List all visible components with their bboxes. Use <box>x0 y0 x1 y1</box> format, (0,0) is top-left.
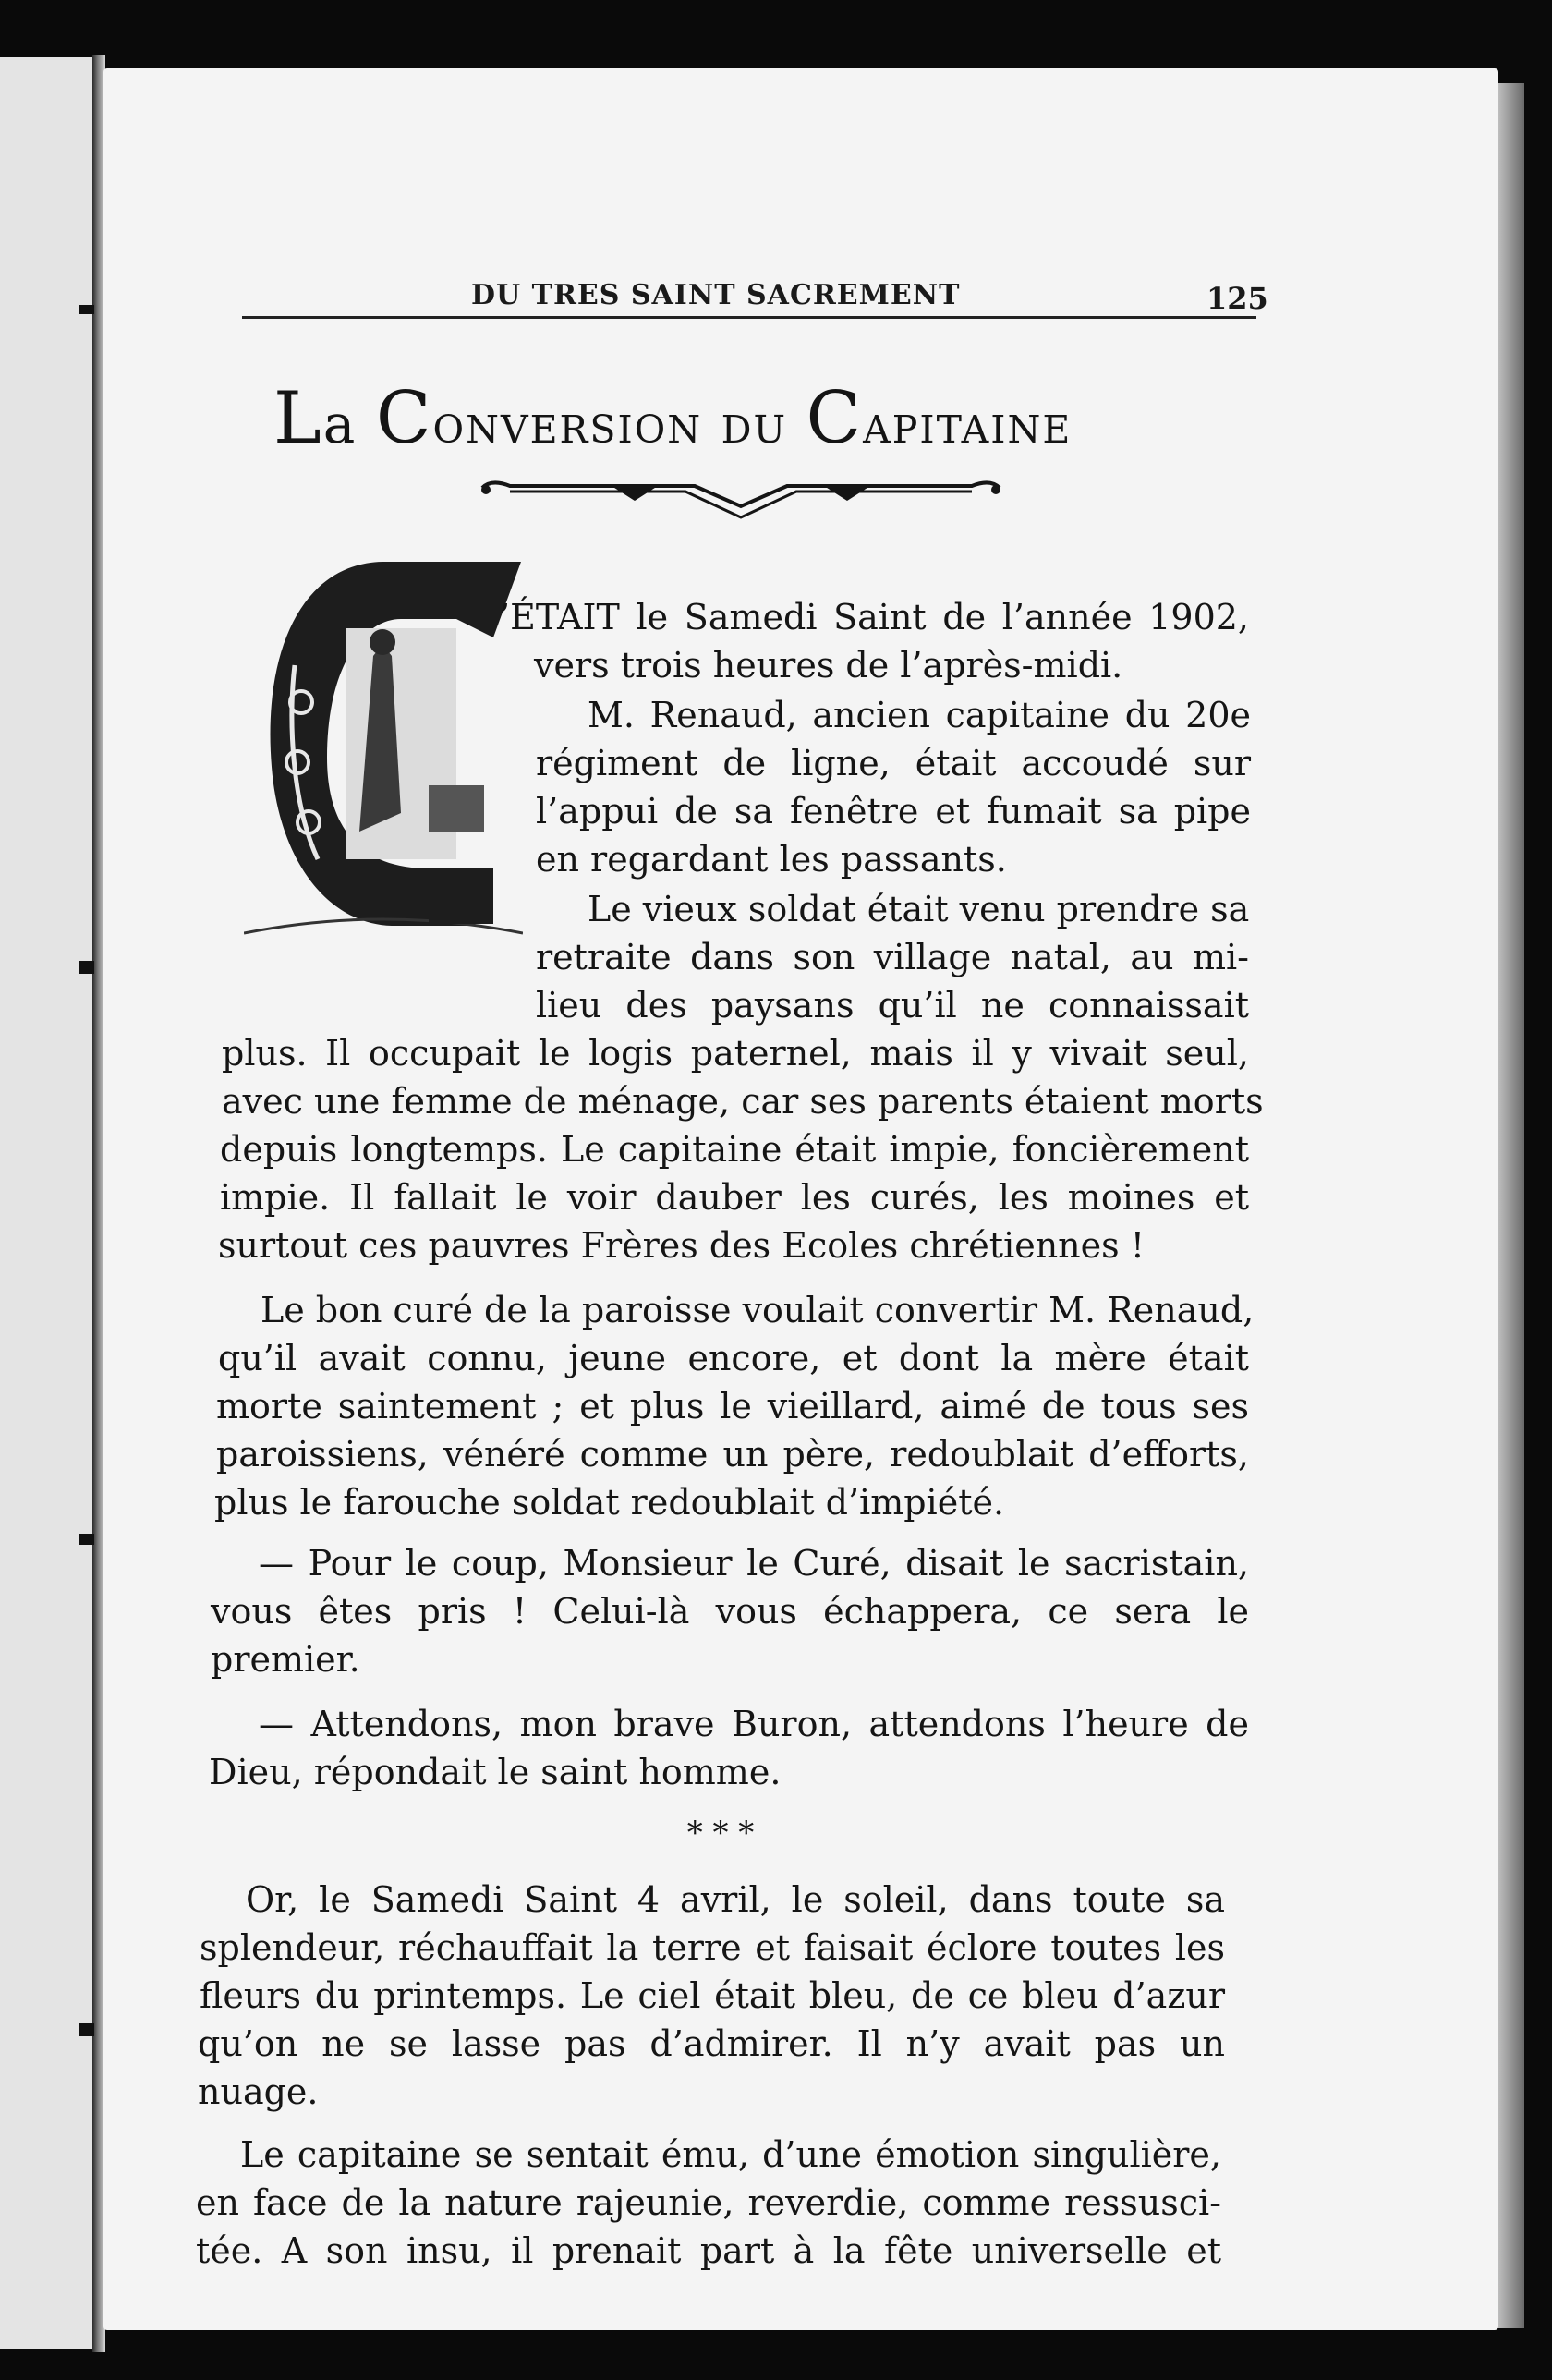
text-line: Dieu, répondait le saint homme. <box>209 1752 782 1792</box>
binding-stitch <box>79 2023 94 2036</box>
title-word: apitaine <box>863 393 1073 455</box>
text-line: Le bon curé de la paroisse voulait convertir M. Renaud, <box>261 1290 1255 1330</box>
text-line: en face de la nature rajeunie, reverdie, comme ressusci- <box>196 2182 1221 2223</box>
left-page-edge <box>0 57 96 2349</box>
text-line: premier. <box>211 1639 360 1680</box>
text-line: depuis longtemps. Le capitaine était impie, foncièrement <box>220 1129 1249 1170</box>
title-initial: C <box>806 377 864 460</box>
text-line: splendeur, réchauffait la terre et faisait éclore toutes les <box>200 1927 1225 1968</box>
text-line: — Pour le coup, Monsieur le Curé, disait le sacristain, <box>259 1543 1249 1584</box>
text-line: lieu des paysans qu’il ne connaissait <box>536 985 1249 1026</box>
title-word: du <box>702 393 806 455</box>
text-line: paroissiens, vénéré comme un père, redoublait d’efforts, <box>216 1434 1249 1475</box>
header-rule <box>242 316 1256 319</box>
page-number: 125 <box>1206 281 1268 316</box>
text-line: impie. Il fallait le voir dauber les curés, les moines et <box>220 1177 1249 1218</box>
text-line: qu’il avait connu, jeune encore, et dont la mère était <box>218 1338 1249 1378</box>
title-initial: L <box>273 377 323 460</box>
text-line: qu’on ne se lasse pas d’admirer. Il n’y avait pas un <box>198 2023 1225 2064</box>
text-line: en regardant les passants. <box>536 839 1007 880</box>
title-ornament <box>473 469 1009 525</box>
text-line: l’appui de sa fenêtre et fumait sa pipe <box>536 791 1251 832</box>
text-line: retraite dans son village natal, au mi- <box>536 937 1249 978</box>
text-line: nuage. <box>198 2071 319 2112</box>
text-line: Le capitaine se sentait ému, d’une émotion singulière, <box>240 2134 1221 2175</box>
text-line: plus. Il occupait le logis paternel, mais il y vivait seul, <box>222 1033 1249 1074</box>
section-separator: * * * <box>686 1815 755 1852</box>
text-line: vers trois heures de l’après-midi. <box>534 645 1123 686</box>
binding-stitch <box>79 961 94 974</box>
running-title: DU TRES SAINT SACREMENT <box>471 279 961 311</box>
text-line: Le vieux soldat était venu prendre sa <box>588 889 1250 929</box>
title-word: onversion <box>432 393 703 455</box>
text-line: M. Renaud, ancien capitaine du 20e <box>588 695 1251 735</box>
text-line: avec une femme de ménage, car ses parents étaient morts <box>222 1081 1264 1122</box>
chapter-title <box>273 377 1243 460</box>
binding-stitch <box>79 1534 94 1545</box>
title-word: a <box>322 393 376 455</box>
binding-stitch <box>79 305 94 314</box>
text-line: plus le farouche soldat redoublait d’impiété. <box>214 1482 1005 1523</box>
title-initial: C <box>375 377 433 460</box>
text-line: fleurs du printemps. Le ciel était bleu, de ce bleu d’azur <box>200 1975 1225 2016</box>
text-line: régiment de ligne, était accoudé sur <box>536 743 1251 783</box>
text-line: surtout ces pauvres Frères des Ecoles chrétiennes ! <box>218 1225 1145 1266</box>
illuminated-drop-cap-c <box>244 554 523 961</box>
text-line: tée. A son insu, il prenait part à la fête universelle et <box>196 2230 1221 2271</box>
text-line: — Attendons, mon brave Buron, attendons l’heure de <box>259 1704 1249 1744</box>
text-line: Or, le Samedi Saint 4 avril, le soleil, dans toute sa <box>246 1879 1225 1920</box>
text-line: vous êtes pris ! Celui-là vous échappera, ce sera le <box>211 1591 1249 1632</box>
text-line: ’ÉTAIT le Samedi Saint de l’année 1902, <box>499 597 1249 638</box>
text-line: morte saintement ; et plus le vieillard, aimé de tous ses <box>216 1386 1249 1427</box>
